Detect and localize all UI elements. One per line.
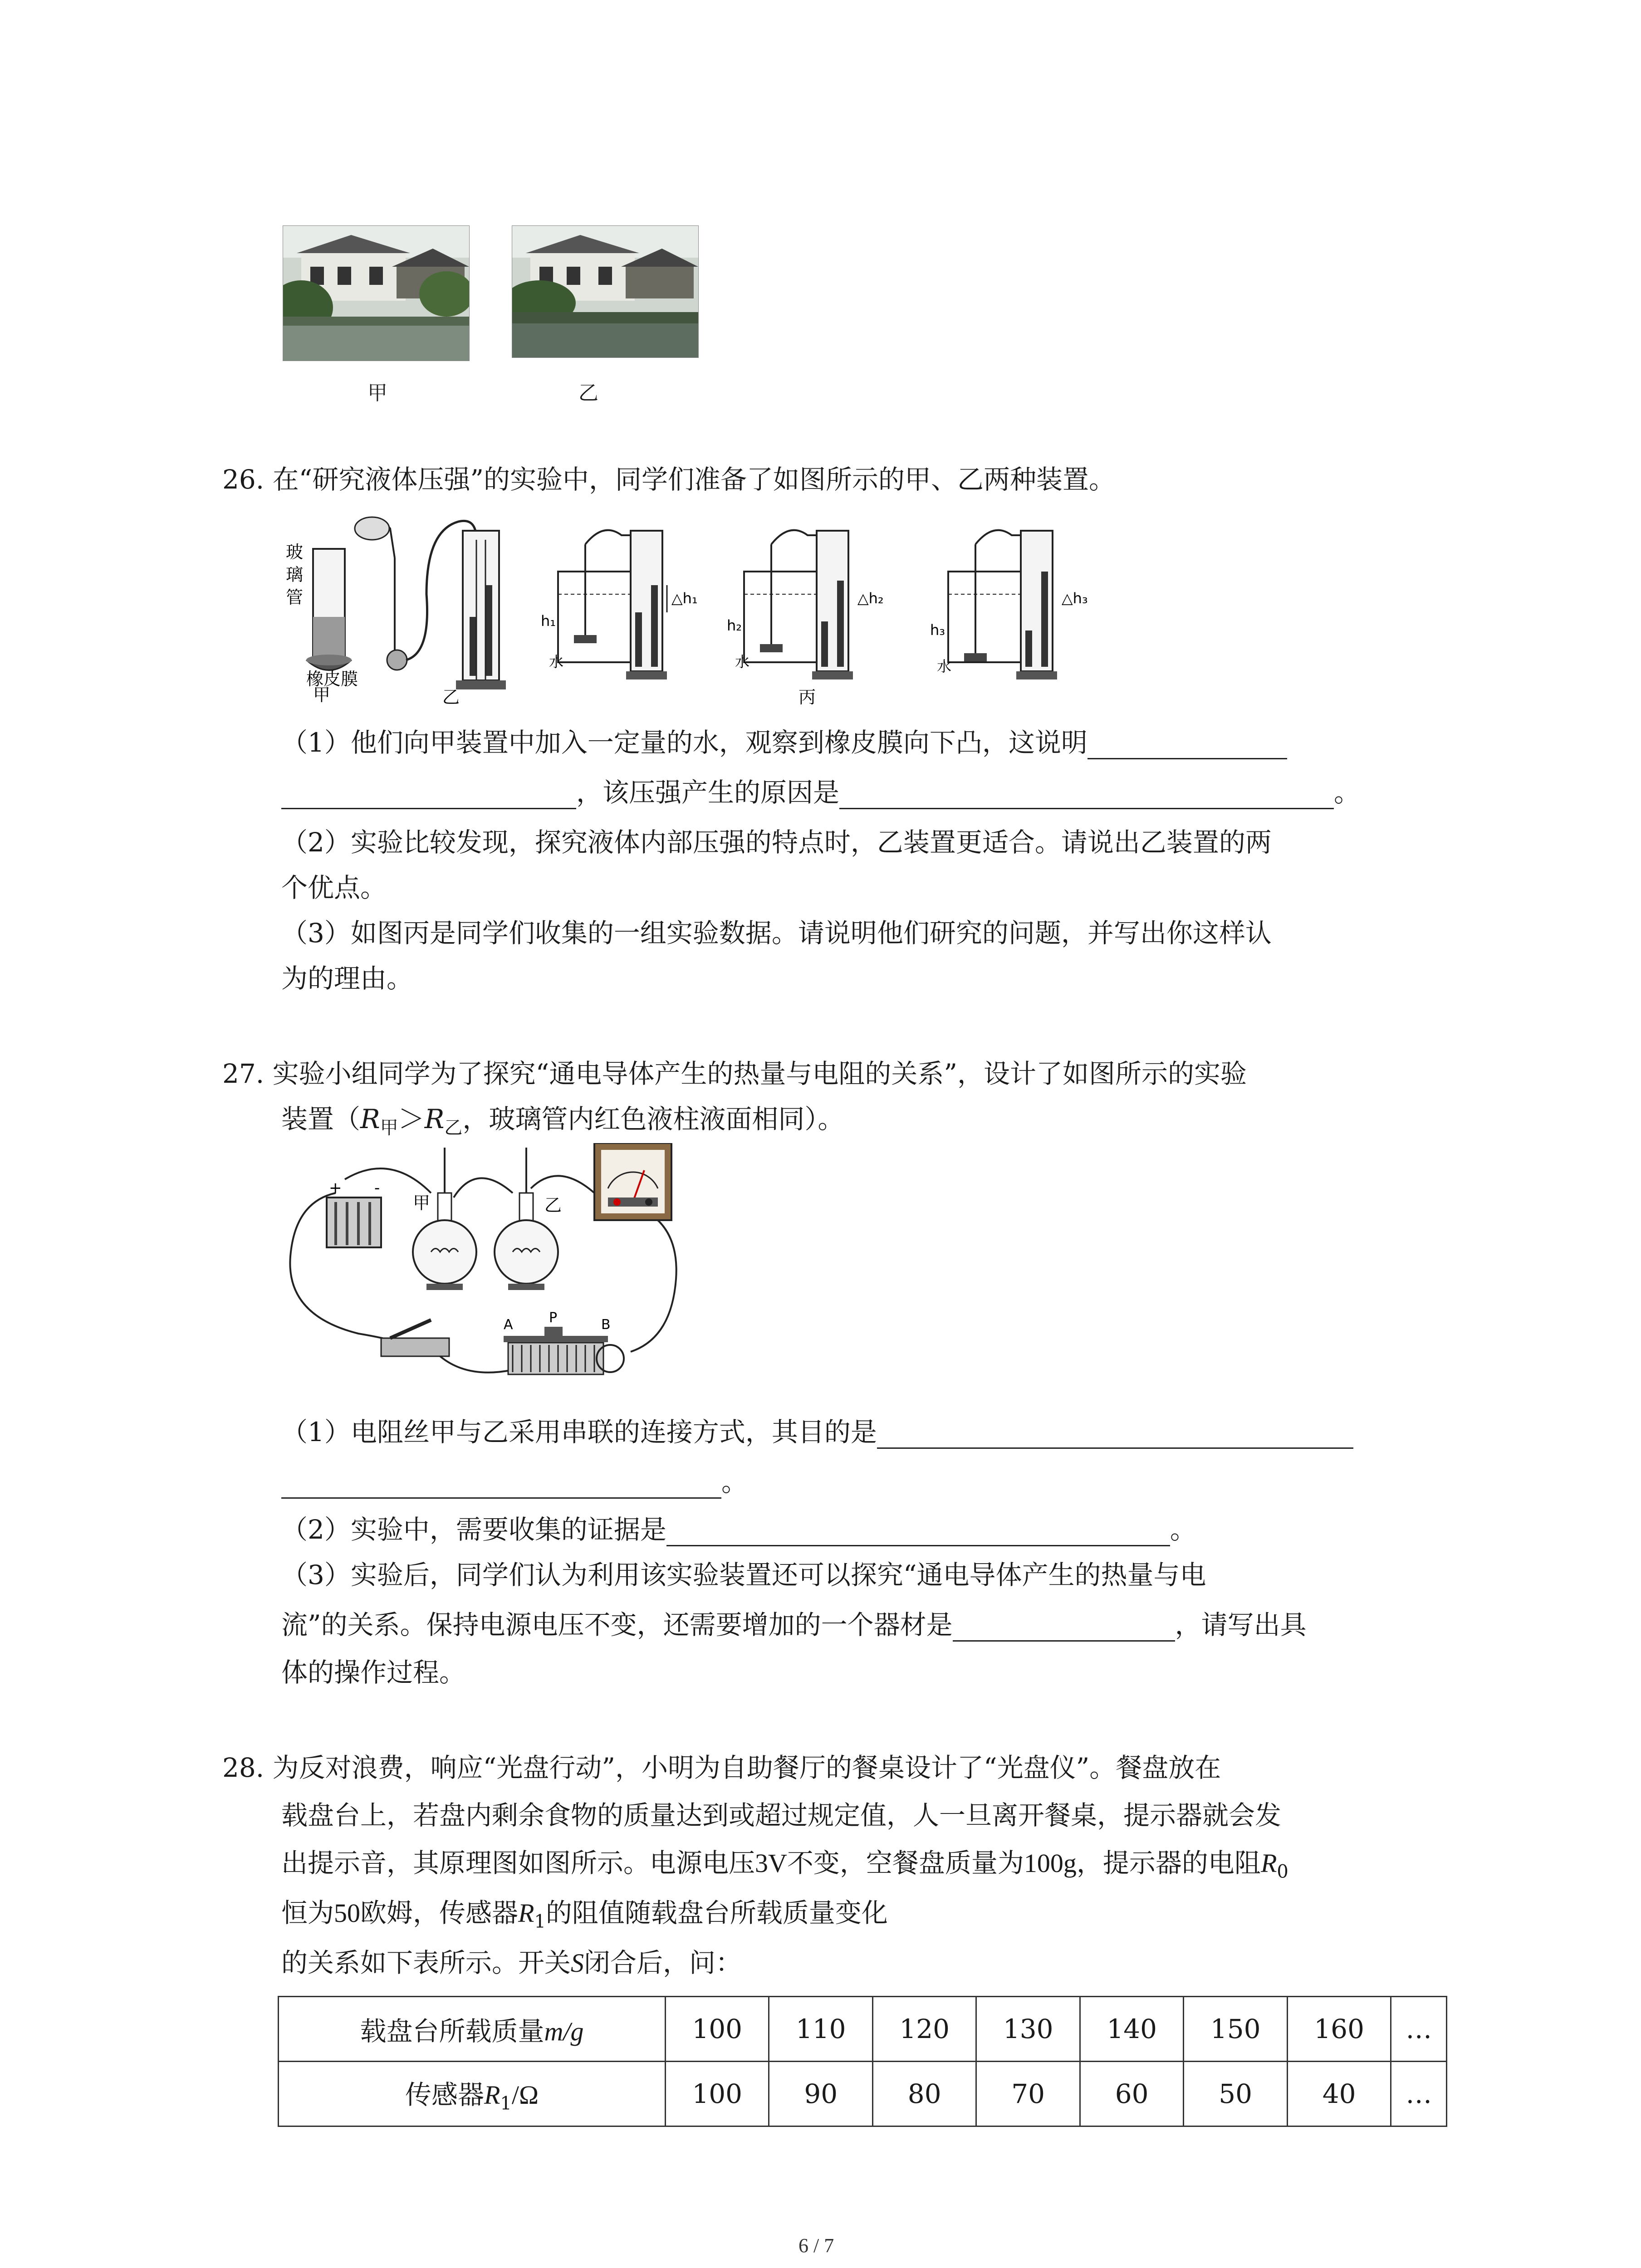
mass-label-pre: 载盘台所载质量 xyxy=(360,2016,544,2047)
q27-label-A: A xyxy=(504,1317,513,1333)
q26-fig-bing-2 xyxy=(744,530,853,679)
q27-p2-end: 。 xyxy=(1170,1514,1196,1545)
q26-p1-end: 。 xyxy=(1334,777,1361,808)
q27-p3-text-b: 流”的关系。保持电源电压不变，还需要增加的一个器材是 xyxy=(281,1609,953,1640)
q27-label-plus: + xyxy=(329,1179,342,1197)
resistance-label-sub: 1 xyxy=(500,2093,512,2114)
q27-p2-line xyxy=(281,1508,1196,1546)
q28-l5-s: S xyxy=(571,1948,584,1978)
q27-switch[interactable] xyxy=(381,1320,449,1356)
q27-label-jia: 甲 xyxy=(413,1193,431,1213)
q26-label-dh3: △h₃ xyxy=(1062,590,1088,607)
q27-gt: ＞ xyxy=(398,1104,425,1134)
q26-p1-blank-1[interactable] xyxy=(1087,731,1287,759)
q26-label-dh2: △h₂ xyxy=(857,590,884,607)
q27-r-jia: R xyxy=(360,1104,380,1134)
q26-p2-line2: 个优点。 xyxy=(281,872,387,903)
q26-label-water-1: 水 xyxy=(549,653,564,670)
q26-label-yi: 乙 xyxy=(442,687,460,707)
q27-p3-text-c: ，请写出具 xyxy=(1175,1609,1307,1640)
mass-label-unit: /g xyxy=(563,2017,584,2046)
q28-l4-r1-sub: 1 xyxy=(534,1911,546,1932)
q28-l3-voltage xyxy=(755,1848,787,1878)
table-cell: 100 xyxy=(666,1997,769,2062)
table-cell: … xyxy=(1391,1997,1447,2062)
resistance-label-pre: 传感器 xyxy=(405,2079,484,2111)
table-cell: 80 xyxy=(872,2062,976,2126)
q26-p2-line1: （2）实验比较发现，探究液体内部压强的特点时，乙装置更适合。请说出乙装置的两 xyxy=(281,827,1272,858)
garden-photo-b-image xyxy=(512,226,698,357)
q27-p1-line2 xyxy=(281,1461,748,1499)
q26-stem: 26. 在“研究液体压强”的实验中，同学们准备了如图所示的甲、乙两种装置。 xyxy=(222,464,1115,495)
table-cell: 130 xyxy=(976,1997,1080,2062)
garden-photo-b xyxy=(512,225,699,358)
q26-fig-jia-apparatus xyxy=(306,549,352,670)
table-cell: … xyxy=(1391,2062,1447,2126)
table-row-mass-label xyxy=(279,1997,666,2062)
table-row-mass xyxy=(279,1997,1447,2062)
q26-label-jia: 甲 xyxy=(313,685,331,705)
q28-l3-voltage-text: 3V xyxy=(755,1848,787,1878)
q28-l4-a: 恒为 xyxy=(281,1897,334,1928)
q28-l3-r0-sub: 0 xyxy=(1277,1861,1288,1882)
q27-rheostat[interactable] xyxy=(504,1327,624,1374)
q27-p3-blank[interactable] xyxy=(953,1613,1175,1642)
q28-l4-r1: R xyxy=(518,1898,534,1928)
q28-line2: 载盘台上，若盘内剩余食物的质量达到或超过规定值，人一旦离开餐桌，提示器就会发 xyxy=(281,1800,1282,1831)
q27-p1-line1 xyxy=(281,1411,1353,1449)
q27-p1-text: （1）电阻丝甲与乙采用串联的连接方式，其目的是 xyxy=(281,1417,877,1447)
table-row-resistance xyxy=(279,2062,1447,2126)
q27-stem-post: ，玻璃管内红色液柱液面相同）。 xyxy=(462,1104,844,1134)
q28-line3 xyxy=(281,1842,1288,1882)
q27-p1-blank-cont[interactable] xyxy=(281,1470,721,1499)
q28-l3-c: ，提示器的电阻 xyxy=(1076,1848,1261,1878)
q26-label-water-2: 水 xyxy=(735,653,750,670)
q26-label-tube-1: 玻 xyxy=(286,542,304,562)
q26-label-h2: h₂ xyxy=(727,617,742,634)
q26-p3-line2: 为的理由。 xyxy=(281,963,413,994)
table-cell: 50 xyxy=(1184,2062,1287,2126)
q27-p1-end: 。 xyxy=(721,1466,748,1497)
q27-r-jia-sub: 甲 xyxy=(380,1117,398,1139)
mass-label-var: m xyxy=(544,2017,563,2046)
page-number: 6 / 7 xyxy=(798,2234,834,2257)
q26-p1-blank-1-cont[interactable] xyxy=(281,781,576,809)
q28-l4-c: 的阻值随载盘台所载质量变化 xyxy=(545,1897,888,1928)
q27-battery xyxy=(327,1198,381,1247)
q27-flask-jia xyxy=(413,1148,476,1290)
q27-r-yi-sub: 乙 xyxy=(444,1117,463,1139)
garden-photo-a-image xyxy=(283,226,469,361)
q28-line5 xyxy=(281,1941,742,1980)
q28-l5-b: 闭合后，问： xyxy=(584,1947,742,1978)
table-cell: 40 xyxy=(1287,2062,1391,2126)
q26-fig-bing-1 xyxy=(558,530,667,679)
q27-stem-pre: 装置（ xyxy=(281,1104,361,1134)
q28-l4-ohm: 50 xyxy=(334,1898,361,1928)
table-cell: 140 xyxy=(1080,1997,1183,2062)
resistance-label-var: R xyxy=(484,2080,500,2110)
q27-label-yi: 乙 xyxy=(544,1195,562,1215)
table-cell: 120 xyxy=(872,1997,976,2062)
q26-label-dh1: △h₁ xyxy=(671,590,698,607)
q27-p3-line3: 体的操作过程。 xyxy=(281,1657,466,1688)
q27-flask-yi xyxy=(495,1148,558,1290)
garden-photo-a xyxy=(283,225,470,361)
table-cell: 70 xyxy=(976,2062,1080,2126)
q26-p1-line2 xyxy=(281,771,1360,809)
q26-p1-text-b: ，该压强产生的原因是 xyxy=(576,777,840,808)
q28-line1: 28. 为反对浪费，响应“光盘行动”，小明为自助餐厅的餐桌设计了“光盘仪”。餐盘放在 xyxy=(222,1752,1221,1783)
q27-r-yi: R xyxy=(424,1104,445,1134)
q27-ammeter xyxy=(594,1143,671,1220)
q28-data-table xyxy=(278,1996,1447,2127)
q27-p1-blank[interactable] xyxy=(877,1420,1353,1449)
q28-l3-mass: 100g xyxy=(1024,1848,1077,1878)
q26-fig-bing-3 xyxy=(948,530,1057,679)
table-cell: 60 xyxy=(1080,2062,1183,2126)
q28-l3-a: 出提示音，其原理图如图所示。电源电压 xyxy=(281,1848,755,1878)
q28-line4 xyxy=(281,1892,888,1932)
q26-p1-blank-2[interactable] xyxy=(839,781,1334,809)
table-row-resistance-label xyxy=(279,2062,666,2126)
q26-label-h1: h₁ xyxy=(541,612,556,630)
q27-p2-text: （2）实验中，需要收集的证据是 xyxy=(281,1514,666,1545)
q26-p3-line1: （3）如图丙是同学们收集的一组实验数据。请说明他们研究的问题，并写出你这样认 xyxy=(281,918,1272,948)
q26-label-bing: 丙 xyxy=(798,687,816,707)
table-cell: 90 xyxy=(769,2062,872,2126)
q26-p1-text-a: （1）他们向甲装置中加入一定量的水，观察到橡皮膜向下凸，这说明 xyxy=(281,727,1087,758)
q26-p1-line1 xyxy=(281,721,1287,759)
photo-a-caption: 甲 xyxy=(367,381,387,405)
resistance-label-unit: /Ω xyxy=(511,2080,539,2110)
table-cell: 160 xyxy=(1287,1997,1391,2062)
q27-label-P: P xyxy=(549,1310,558,1326)
q28-l5-a: 的关系如下表所示。开关 xyxy=(281,1947,571,1978)
q26-label-h3: h₃ xyxy=(930,621,945,639)
q27-circuit-figure xyxy=(277,1143,730,1397)
q27-p3-line2 xyxy=(281,1603,1307,1642)
table-cell: 110 xyxy=(769,1997,872,2062)
table-cell: 150 xyxy=(1184,1997,1287,2062)
q26-figure xyxy=(277,503,1161,717)
photo-b-caption: 乙 xyxy=(578,381,598,405)
table-cell: 100 xyxy=(666,2062,769,2126)
q27-stem-line1: 27. 实验小组同学为了探究“通电导体产生的热量与电阻的关系”，设计了如图所示的实验 xyxy=(222,1058,1247,1089)
q27-label-minus: - xyxy=(374,1179,380,1197)
q26-label-tube-3: 管 xyxy=(286,587,304,607)
q27-label-B: B xyxy=(601,1317,611,1333)
q26-label-water-3: 水 xyxy=(937,658,952,675)
q27-p2-blank[interactable] xyxy=(666,1518,1170,1546)
q27-p3-line1: （3）实验后，同学们认为利用该实验装置还可以探究“通电导体产生的热量与电 xyxy=(281,1559,1206,1590)
q26-label-membrane: 橡皮膜 xyxy=(306,669,358,689)
q28-l3-r0: R xyxy=(1260,1848,1277,1878)
q27-stem-line2 xyxy=(281,1098,844,1139)
q28-l4-b: 欧姆，传感器 xyxy=(360,1897,519,1928)
q26-fig-yi-apparatus xyxy=(355,517,506,689)
q28-l3-b: 不变，空餐盘质量为 xyxy=(787,1848,1024,1878)
q26-label-tube-2: 璃 xyxy=(286,565,304,585)
